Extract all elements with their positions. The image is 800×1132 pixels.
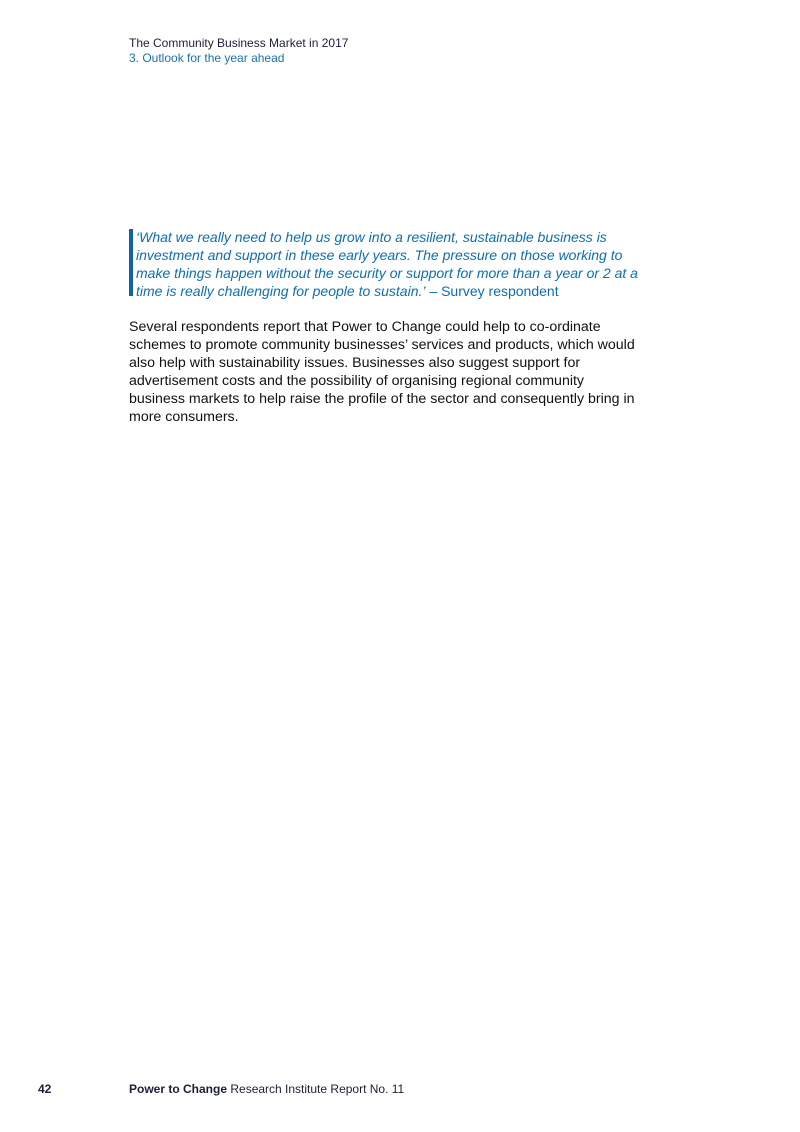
footer-report-name [129,1082,404,1097]
footer-series: Research Institute Report No. 11 [227,1082,405,1096]
body-paragraph: Several respondents report that Power to Change could help to co-ordinate schemes to promote community businesses’ services and products, which would also help with sustainability issues. Businesses also suggest support for advertisement costs and the possibility of organising regional community business markets to help raise the profile of the sector and consequently bring in more consumers. [129,319,635,425]
quote-attribution: – Survey respondent [425,283,559,299]
footer-brand: Power to Change [129,1082,228,1096]
quote-text [136,228,639,300]
section-title: 3. Outlook for the year ahead [129,51,285,65]
quote-body: ‘What we really need to help us grow into a resilient, sustainable business is investment and support in these early years. The pressure on those working to make things happen without the security or support for more than a year or 2 at a time is really challenging for people to sustain.’ [136,229,638,299]
page-number: 42 [38,1082,52,1096]
pull-quote [129,228,639,300]
report-title: The Community Business Market in 2017 [129,36,349,50]
running-header [129,36,348,66]
quote-accent-bar [129,229,133,296]
